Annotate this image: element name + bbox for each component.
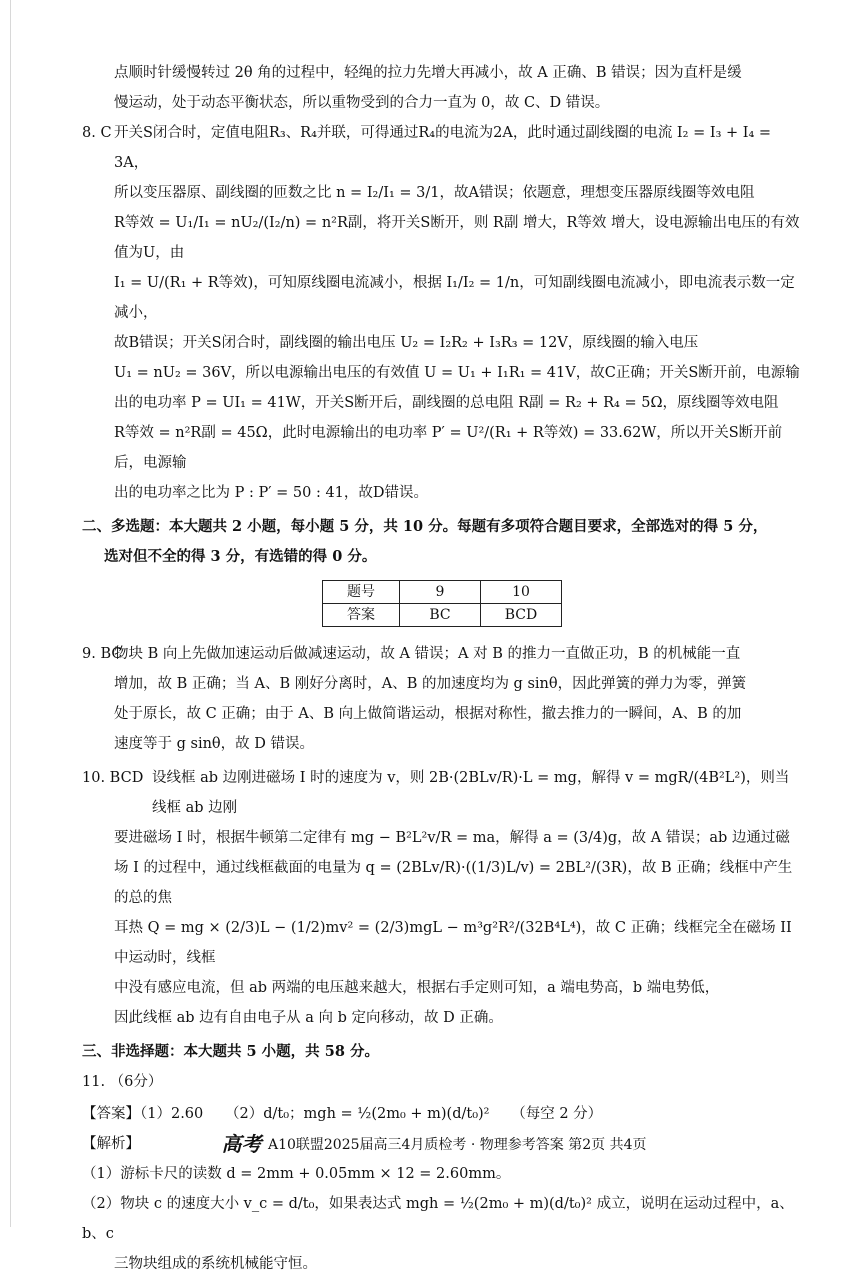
section-2-heading: 二、多选题：本大题共 2 小题，每小题 5 分，共 10 分。每题有多项符合题目要求，全部选对的得 5 分， (82, 518, 768, 535)
table-cell: BCD (481, 604, 562, 627)
text-line: 增加，故 B 正确；当 A、B 刚好分离时，A、B 的加速度均为 g sinθ，因此弹簧的弹力为零，弹簧 (114, 676, 747, 692)
table-cell: 9 (400, 581, 481, 604)
question-9 (82, 639, 802, 669)
text-line: R等效 = n²R副 = 45Ω，此时电源输出的电功率 P′ = U²/(R₁ + R等效) = 33.62W，所以开关S断开前后，电源输 (114, 425, 783, 471)
text-line: 物块 B 向上先做加速运动后做减速运动，故 A 错误；A 对 B 的推力一直做正功，B 的机械能一直 (114, 646, 741, 662)
text-line: 慢运动，处于动态平衡状态，所以重物受到的合力一直为 0，故 C、D 错误。 (114, 95, 610, 111)
text-line: 处于原长，故 C 正确；由于 A、B 向上做简谐运动，根据对称性，撤去推力的一瞬间，A、B 的加 (114, 706, 742, 722)
text-line: 设线框 ab 边刚进磁场 I 时的速度为 v，则 2B·(2BLv/R)·L = mg，解得 v = mgR/(4B²L²)，则当线框 ab 边刚 (152, 770, 790, 816)
text-line: （2）物块 c 的速度大小 v_c = d/t₀，如果表达式 mgh = ½(2m₀ + m)(d/t₀)² 成立，说明在运动过程中，a、b、c (82, 1196, 794, 1242)
table-header-cell: 题号 (323, 581, 400, 604)
text-line: 场 I 的过程中，通过线框截面的电量为 q = (2BLv/R)·((1/3)L/v) = 2BL²/(3R)，故 B 正确；线框中产生的总的焦 (114, 860, 793, 906)
analysis-label: 【解析】 (82, 1136, 140, 1152)
brand-logo: 高考 (221, 1132, 262, 1156)
question-8-number: 8. C (82, 125, 112, 141)
page-edge-line (10, 0, 11, 1227)
text-line: 中没有感应电流，但 ab 两端的电压越来越大，根据右手定则可知，a 端电势高，b 端电势低， (114, 980, 720, 996)
question-10 (82, 763, 802, 823)
section-2-heading-cont: 选对但不全的得 3 分，有选错的得 0 分。 (104, 548, 377, 565)
text-line: 点顺时针缓慢转过 2θ 角的过程中，轻绳的拉力先增大再减小，故 A 正确、B 错误；因为直杆是缓 (114, 65, 742, 81)
text-line: I₁ = U/(R₁ + R等效)，可知原线圈电流减小，根据 I₁/I₂ = 1/n，可知副线圈电流减小，即电流表示数一定减小， (114, 275, 795, 321)
text-line: 耳热 Q = mg × (2/3)L − (1/2)mv² = (2/3)mgL − m³g²R²/(32B⁴L⁴)，故 C 正确；线框完全在磁场 II 中运动时，线框 (114, 920, 792, 966)
footer-text: A10联盟2025届高三4月质检考 · 物理参考答案 第2页 共4页 (267, 1137, 647, 1153)
text-line: 所以变压器原、副线圈的匝数之比 n = I₂/I₁ = 3/1，故A错误；依题意，理想变压器原线圈等效电阻 (114, 185, 755, 201)
page-footer (0, 1134, 868, 1155)
question-10-number: 10. BCD (82, 770, 144, 786)
text-line: R等效 = U₁/I₁ = nU₂/(I₂/n) = n²R副，将开关S断开，则 R副 增大，R等效 增大，设电源输出电压的有效值为U，由 (114, 215, 800, 261)
text-line: 出的电功率 P = UI₁ = 41W，开关S断开后，副线圈的总电阻 R副 = R₂ + R₄ = 5Ω，原线圈等效电阻 (114, 395, 779, 411)
answer-table (322, 580, 562, 627)
text-line: 速度等于 g sinθ，故 D 错误。 (114, 736, 314, 752)
text-line: （1）游标卡尺的读数 d = 2mm + 0.05mm × 12 = 2.60mm。 (82, 1166, 511, 1182)
table-row (323, 581, 562, 604)
table-row (323, 604, 562, 627)
question-11-heading: 11. （6分） (82, 1074, 163, 1090)
text-line: 三物块组成的系统机械能守恒。 (114, 1256, 317, 1272)
text-line: 出的电功率之比为 P : P′ = 50 : 41，故D错误。 (114, 485, 429, 501)
section-3-heading: 三、非选择题：本大题共 5 小题，共 58 分。 (82, 1043, 379, 1060)
table-header-cell: 答案 (323, 604, 400, 627)
text-line: U₁ = nU₂ = 36V，所以电源输出电压的有效值 U = U₁ + I₁R₁ = 41V，故C正确；开关S断开前，电源输 (114, 365, 800, 381)
table-cell: 10 (481, 581, 562, 604)
question-8 (82, 118, 802, 178)
text-line: 要进磁场 I 时，根据牛顿第二定律有 mg − B²L²v/R = ma，解得 a = (3/4)g，故 A 错误；ab 边通过磁 (114, 830, 790, 846)
table-cell: BC (400, 604, 481, 627)
text-line: 因此线框 ab 边有自由电子从 a 向 b 定向移动，故 D 正确。 (114, 1010, 503, 1026)
question-9-number: 9. BC (82, 646, 123, 662)
text-line: 开关S闭合时，定值电阻R₃、R₄并联，可得通过R₄的电流为2A，此时通过副线圈的电流 I₂ = I₃ + I₄ = 3A， (114, 125, 772, 171)
answer-line: 【答案】（1）2.60 （2）d/t₀；mgh = ½(2m₀ + m)(d/t₀)² （每空 2 分） (82, 1106, 603, 1122)
answer-page (82, 58, 802, 1279)
text-line: 故B错误；开关S闭合时，副线圈的输出电压 U₂ = I₂R₂ + I₃R₃ = 12V，原线圈的输入电压 (114, 335, 699, 351)
